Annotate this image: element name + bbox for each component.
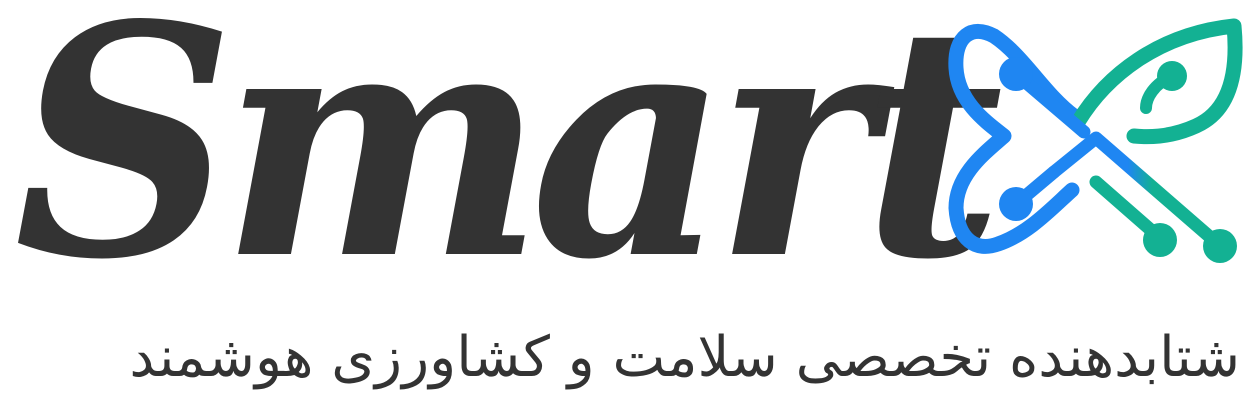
brand-wordmark: Smart bbox=[14, 0, 990, 329]
emblem-node bbox=[999, 187, 1033, 221]
emblem-node bbox=[1157, 61, 1187, 91]
emblem-node bbox=[1143, 223, 1177, 257]
brand-tagline: شتابدهنده تخصصی سلامت و کشاورزی هوشمند bbox=[129, 325, 1240, 390]
emblem-node bbox=[1203, 229, 1237, 263]
emblem-node bbox=[999, 57, 1033, 91]
circuit-leaf-x-icon bbox=[946, 12, 1246, 278]
